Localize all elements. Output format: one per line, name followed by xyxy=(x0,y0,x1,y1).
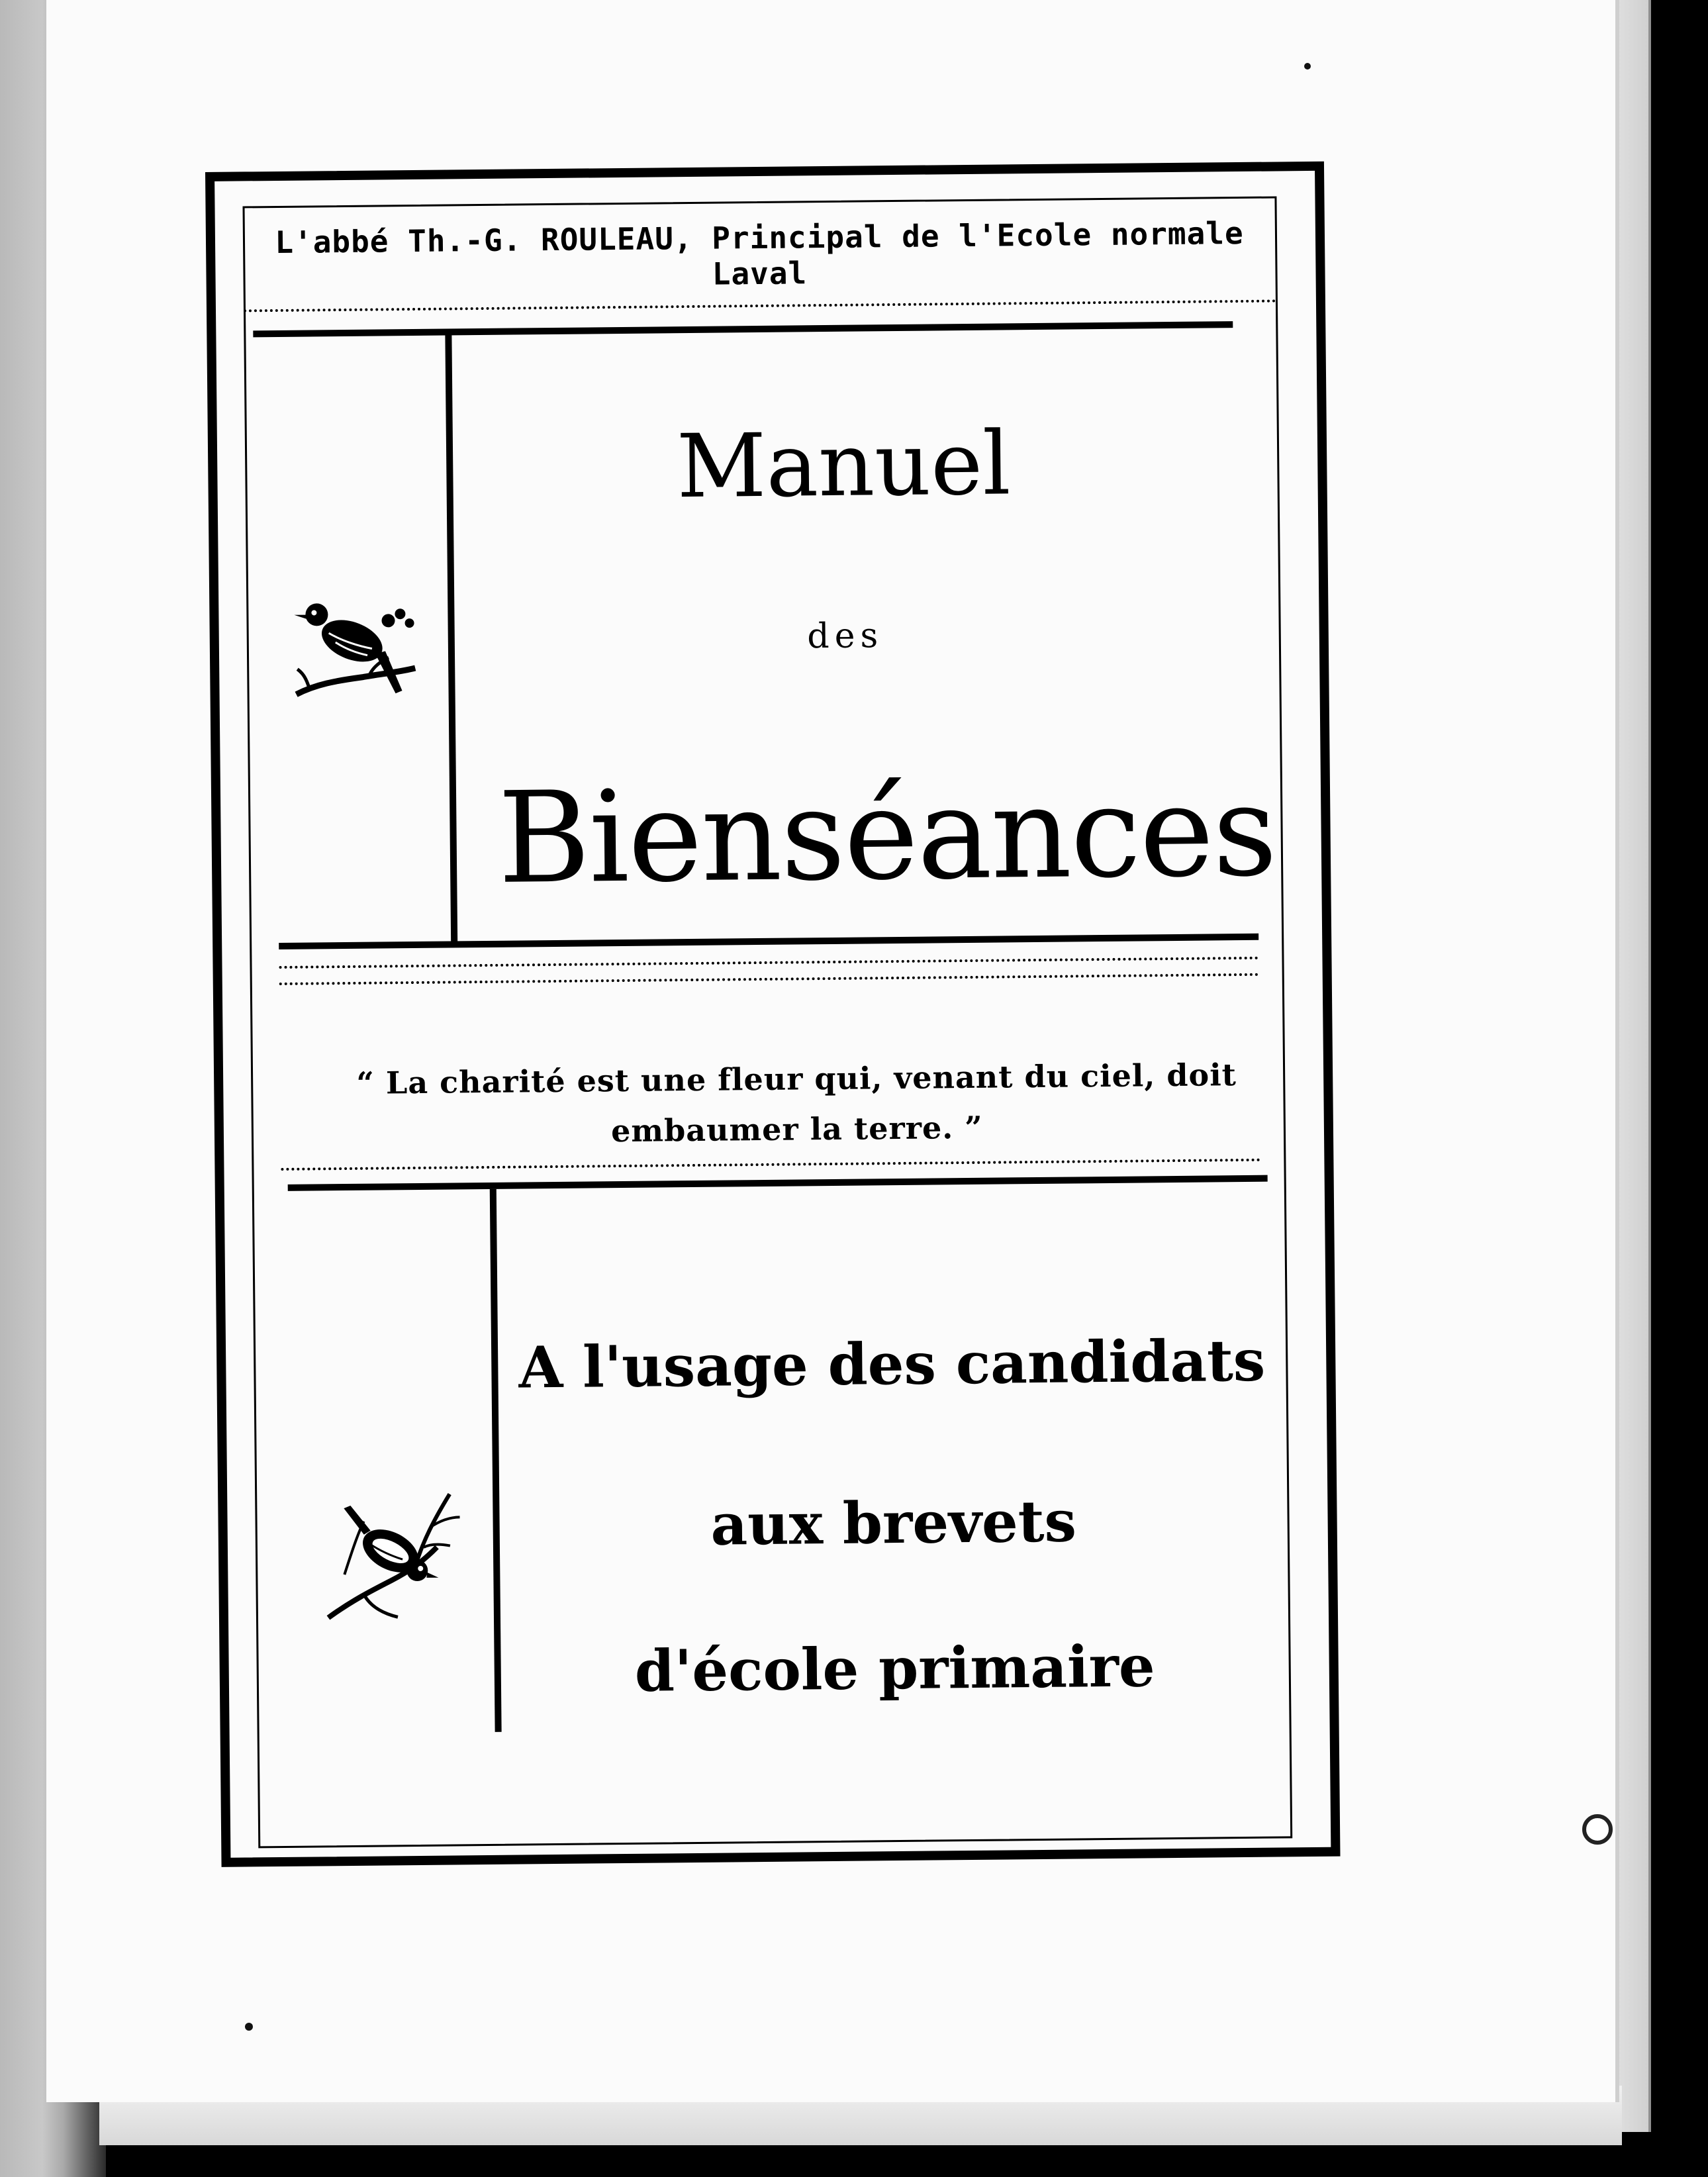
bird-with-branches-icon xyxy=(324,1480,464,1627)
epigraph-quote xyxy=(280,1049,1313,1159)
title-manuel: Manuel xyxy=(676,412,1012,518)
title-des: des xyxy=(807,616,884,657)
speck xyxy=(1304,63,1311,70)
speck xyxy=(1582,1814,1613,1845)
title-frame xyxy=(205,162,1340,1867)
speck xyxy=(245,2023,253,2031)
epigraph-line: embaumer la terre. ” xyxy=(610,1109,983,1149)
title-bienseances: Bienséances xyxy=(497,757,1277,912)
epigraph-line: “ La charité est une fleur qui, venant du ciel, doit xyxy=(356,1057,1237,1101)
author-line: L'abbé Th.-G. ROULEAU, Principal de l'Ecole normale Laval xyxy=(275,215,1244,292)
document-page xyxy=(46,0,1619,2102)
usage-line-2: aux brevets xyxy=(710,1488,1077,1559)
bird-on-branch-icon xyxy=(289,594,422,714)
usage-line-3: d'école primaire xyxy=(634,1633,1156,1705)
usage-line-1: A l'usage des candidats xyxy=(518,1327,1266,1402)
